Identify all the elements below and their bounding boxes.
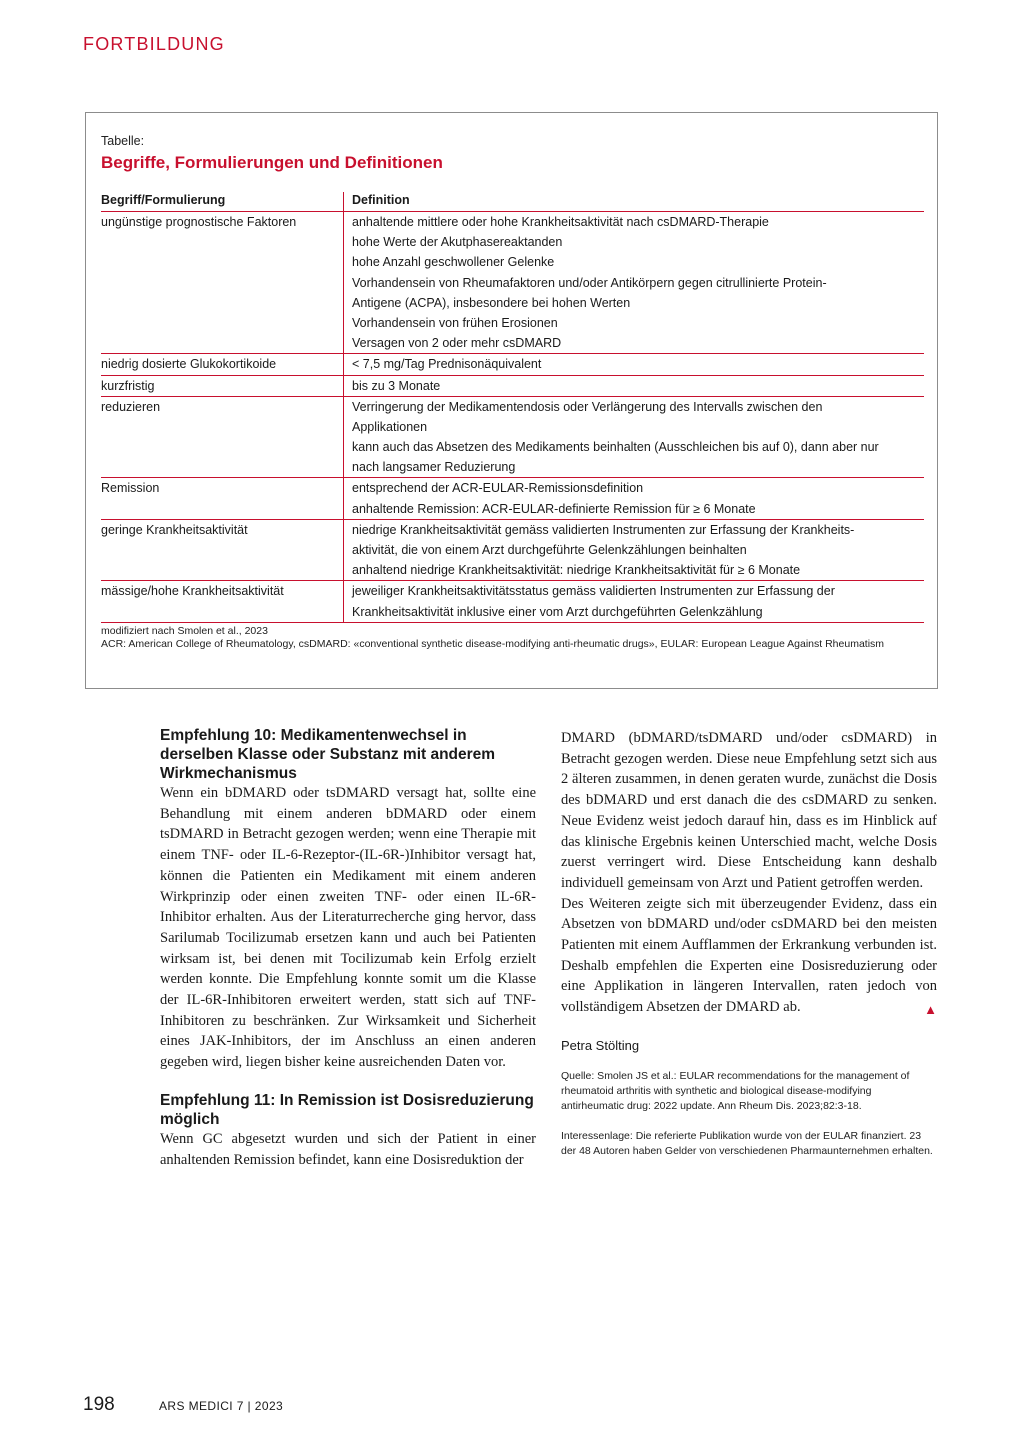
table-cell-term (101, 581, 343, 621)
magazine-issue: ARS MEDICI 7 | 2023 (159, 1399, 284, 1413)
author: Petra Stölting (561, 1037, 640, 1053)
table-cell-definition (343, 376, 924, 396)
table-note-source: modifiziert nach Smolen et al., 2023 (101, 625, 268, 637)
paragraph-recommendation-11-cont: DMARD (bDMARD/tsDMARD und/oder csDMARD) in Betracht gezogen werden. Diese neue Empfehlung setzt sich aus 2 älteren zusammen, in denen geraten wurde, zunächst die Dosis des bDMARD und erst danach die des csDMARD zu senken. Neue Evidenz weist jedoch darauf hin, dass es im Hinblick auf das klinische Ergebnis keinen Unterschied macht, welche Dosis zuerst verringert wird. Diese Entscheidung kann deshalb individuell gemeinsam von Arzt und Patient getroffen werden. (561, 730, 937, 891)
table-row (101, 581, 924, 622)
term-text: Remission (101, 481, 160, 496)
definition-line: jeweiliger Krankheitsaktivitätsstatus gemäss validierten Instrumenten zur Erfassung der (352, 584, 835, 599)
definition-line: hohe Werte der Akutphasereaktanden (352, 235, 563, 250)
table-body (101, 212, 924, 623)
definition-line: niedrige Krankheitsaktivität gemäss validierten Instrumenten zur Erfassung der Krankheits- (352, 522, 855, 537)
definition-line: anhaltende mittlere oder hohe Krankheitsaktivität nach csDMARD-Therapie (352, 215, 769, 229)
definition-line: Applikationen (352, 419, 428, 434)
definition-line: Antigene (ACPA), insbesondere bei hohen Werten (352, 295, 631, 310)
table-title: Begriffe, Formulierungen und Definitionen (101, 153, 443, 172)
table-cell-definition (343, 520, 924, 581)
definition-line: Verringerung der Medikamentendosis oder Verlängerung des Intervalls zwischen den (352, 399, 823, 414)
section-label: FORTBILDUNG (83, 34, 225, 54)
table-cell-term (101, 397, 343, 478)
table-row (101, 212, 924, 354)
paragraph-discontinuation-text: Des Weiteren zeigte sich mit überzeugender Evidenz, dass ein Absetzen von bDMARD und/oder csDMARD bei den meisten Patienten mit einem Aufflammen der Erkrankung verbunden ist. Deshalb empfehlen die Experten eine Dosisreduzierung oder eine Applikation in längeren Intervallen, raten jedoch von vollständigem Absetzen der DMARD ab. (561, 895, 937, 1016)
table-cell-term (101, 478, 343, 518)
table-cell-term (101, 520, 343, 581)
table-cell-definition (343, 354, 924, 374)
article-column-right (561, 728, 937, 1159)
article-column-left (160, 726, 536, 1170)
heading-recommendation-10: Empfehlung 10: Medikamentenwechsel in derselben Klasse oder Substanz mit anderem Wirkmechanismus (160, 727, 496, 782)
source-reference: Quelle: Smolen JS et al.: EULAR recommendations for the management of rheumatoid arthritis with synthetic and biological disease-modifying antirheumatic drug: 2022 update. Ann Rheum Dis. 2023;82:3-18. (561, 1069, 910, 1113)
definition-line: hohe Anzahl geschwollener Gelenke (352, 255, 555, 270)
term-text: reduzieren (101, 399, 161, 414)
definition-line: anhaltend niedrige Krankheitsaktivität: niedrige Krankheitsaktivität für ≥ 6 Monate (352, 563, 801, 578)
paragraph-recommendation-11-start: Wenn GC abgesetzt wurden und sich der Patient in einer anhaltenden Remission befindet, kann eine Dosisreduktion der (160, 1130, 536, 1168)
definition-line: Vorhandensein von Rheumafaktoren und/oder Antikörpern gegen citrullinierte Protein- (352, 275, 827, 290)
table-cell-term (101, 354, 343, 374)
definition-line: Vorhandensein von frühen Erosionen (352, 315, 558, 330)
term-text: geringe Krankheitsaktivität (101, 522, 248, 537)
definition-line: kann auch das Absetzen des Medikaments beinhalten (Ausschleichen bis auf 0), dann aber nur (352, 440, 879, 455)
column-header-definition: Definition (343, 192, 924, 211)
definitions-table (101, 192, 924, 623)
definition-line: entsprechend der ACR-EULAR-Remissionsdefinition (352, 481, 644, 496)
end-mark-icon: ▲ (924, 1002, 937, 1018)
page-number: 198 (83, 1394, 115, 1415)
table-cell-term (101, 376, 343, 396)
table-note-abbreviations: ACR: American College of Rheumatology, csDMARD: «conventional synthetic disease-modifying anti-rheumatic drugs», EULAR: European League Against Rheumatism (101, 638, 885, 650)
table-cell-definition (343, 478, 924, 518)
definition-line: < 7,5 mg/Tag Prednisonäquivalent (352, 357, 542, 372)
definitions-table-box (85, 112, 938, 689)
definition-line: anhaltende Remission: ACR-EULAR-definierte Remission für ≥ 6 Monate (352, 501, 756, 516)
table-notes (101, 625, 921, 651)
definition-line: bis zu 3 Monate (352, 378, 441, 393)
table-header-row (101, 192, 924, 212)
table-cell-definition (343, 212, 924, 353)
table-row (101, 354, 924, 375)
definition-line: nach langsamer Reduzierung (352, 460, 516, 475)
paragraph-discontinuation (561, 894, 937, 1018)
table-pre-title: Tabelle: (101, 134, 145, 148)
table-cell-term (101, 212, 343, 353)
heading-recommendation-11: Empfehlung 11: In Remission ist Dosisreduzierung möglich (160, 1091, 534, 1128)
term-text: mässige/hohe Krankheitsaktivität (101, 584, 284, 599)
table-row (101, 397, 924, 479)
table-row (101, 520, 924, 582)
conflict-of-interest: Interessenlage: Die referierte Publikation wurde von der EULAR finanziert. 23 der 48 Autoren haben Gelder von verschiedenen Pharmaunternehmen erhalten. (561, 1129, 933, 1158)
table-cell-definition (343, 397, 924, 478)
column-header-term: Begriff/Formulierung (101, 193, 226, 207)
table-row (101, 376, 924, 397)
term-text: kurzfristig (101, 378, 155, 393)
definition-line: Krankheitsaktivität inklusive einer vom Arzt durchgeführten Gelenkzählung (352, 604, 763, 619)
table-cell-definition (343, 581, 924, 621)
term-text: ungünstige prognostische Faktoren (101, 215, 297, 229)
definition-line: Versagen von 2 oder mehr csDMARD (352, 336, 562, 351)
definition-line: aktivität, die von einem Arzt durchgeführte Gelenkzählungen beinhalten (352, 543, 747, 557)
term-text: niedrig dosierte Glukokortikoide (101, 357, 277, 372)
table-row (101, 478, 924, 519)
paragraph-recommendation-10: Wenn ein bDMARD oder tsDMARD versagt hat, sollte eine Behandlung mit einem anderen bDMARD oder einem tsDMARD in Betracht gezogen werden; wenn eine Therapie mit einem TNF- oder IL-6-Rezeptor-(IL-6R-)Inhibitor versagt hat, können die Patienten ein Medikament mit einem anderen Wirkprinzip oder einen zweiten TNF- oder einen IL-6R-Inhibitor erhalten. Aus der Literaturrecherche ging hervor, dass Sarilumab Tocilizumab ersetzen kann und auch bei Patienten wirksam ist, bei denen mit Tocilizumab kein Erfolg erzielt werden konnte. Die Empfehlung konnte somit um die Klasse der IL-6R-Inhibitoren erweitert werden, statt sich auf TNF-Inhibitoren zu beschränken. Zur Wirksamkeit und Sicherheit eines JAK-Inhibitors, der im Anschluss an einen anderen gegeben wird, liegen bisher keine ausreichenden Daten vor. (160, 785, 536, 1071)
